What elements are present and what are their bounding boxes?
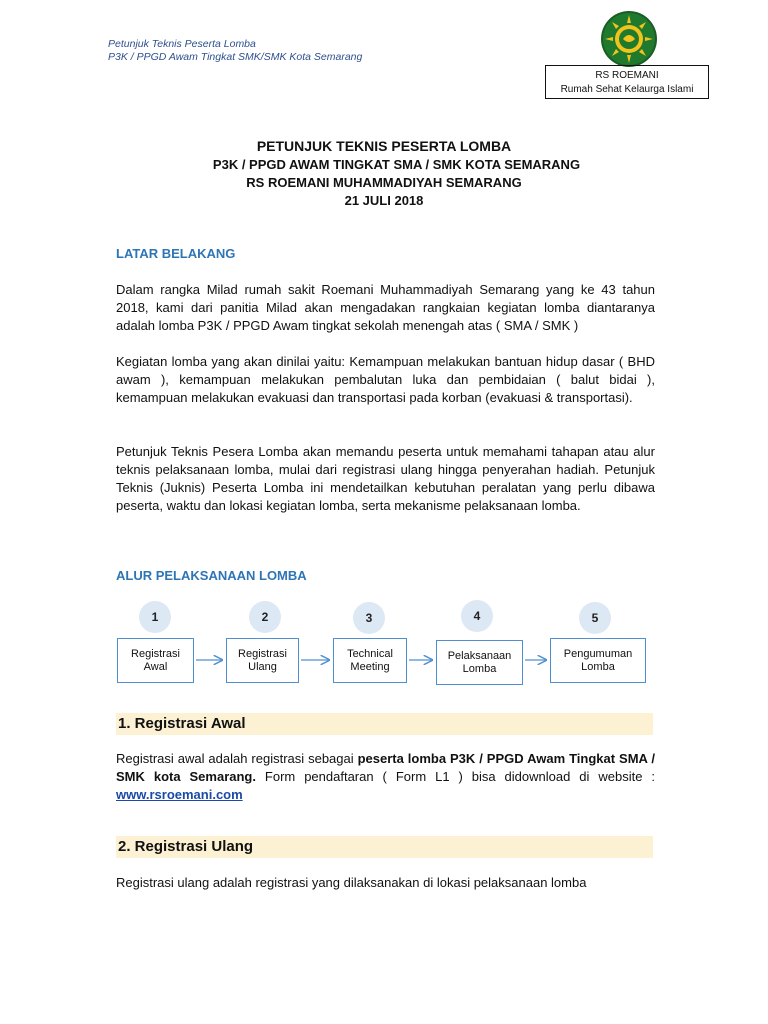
step-3-label-line1: Technical [347,647,393,660]
section-2-paragraph: Registrasi ulang adalah registrasi yang dilaksanakan di lokasi pelaksanaan lomba [116,875,587,890]
section-1-text-a: Registrasi awal adalah registrasi sebagai [116,751,358,766]
latar-belakang-heading: LATAR BELAKANG [116,246,236,261]
latar-paragraph-2: Kegiatan lomba yang akan dinilai yaitu: Kemampuan melakukan bantuan hidup dasar ( BHD awam ), kemampuan melakukan pembalutan luka dan pembidaian ( balut bidai ), kemampuan melakukan evakuasi dan transportasi pada korban (evakuasi & transportasi). [116,354,655,405]
step-1-number: 1 [139,601,171,633]
step-2-number: 2 [249,601,281,633]
step-5-label-line2: Lomba [581,660,615,673]
step-5-number: 5 [579,602,611,634]
document-title: PETUNJUK TEKNIS PESERTA LOMBA [256,138,512,154]
step-4-label-line2: Lomba [462,662,497,675]
step-3-number: 3 [353,602,385,634]
running-header-line1: Petunjuk Teknis Peserta Lomba [108,38,256,50]
step-1-label-line2: Awal [143,660,168,673]
running-header-line2: P3K / PPGD Awam Tingkat SMK/SMK Kota Semarang [108,51,363,63]
section-1-paragraph [116,750,655,804]
section-1-text-bold: peserta lomba P3K / PPGD Awam Tingkat SMA / SMK kota Semarang. [116,751,655,784]
document-subtitle: P3K / PPGD AWAM TINGKAT SMA / SMK KOTA SEMARANG [212,157,581,172]
step-5-label-line1: Pengumuman [563,647,633,660]
section-1-text-b: Form pendaftaran ( Form L1 ) bisa didownload di website : [255,769,655,784]
step-2-label-line1: Registrasi [238,647,287,660]
website-link[interactable]: www.rsroemani.com [116,787,243,802]
latar-paragraph-1: Dalam rangka Milad rumah sakit Roemani Muhammadiyah Semarang yang ke 43 tahun 2018, kami dari panitia Milad akan mengadakan rangkaian kegiatan lomba diantaranya adalah lomba P3K / PPGD Awam tingkat sekolah menengah atas ( SMA / SMK ) [116,282,655,333]
hospital-tagline: Rumah Sehat Kelaurga Islami [560,84,694,95]
section-1-heading: 1. Registrasi Awal [116,713,653,735]
step-3-label-line2: Meeting [350,660,390,673]
document-institution: RS ROEMANI MUHAMMADIYAH SEMARANG [246,175,522,190]
latar-paragraph-3: Petunjuk Teknis Pesera Lomba akan memandu peserta untuk memahami tahapan atau alur teknis pelaksanaan lomba, mulai dari registrasi ulang hingga penyerahan hadiah. Petunjuk Teknis (Juknis) Peserta Lomba ini mendetailkan kebutuhan peralatan yang perlu dibawa peserta, waktu dan lokasi kegiatan lomba, serta mekanisme pelaksanaan lomba. [116,444,655,513]
document-date: 21 JULI 2018 [344,193,424,208]
alur-heading: ALUR PELAKSANAAN LOMBA [116,568,307,583]
section-2-heading: 2. Registrasi Ulang [116,836,653,858]
hospital-name: RS ROEMANI [595,70,659,81]
step-1-label-line1: Registrasi [131,647,180,660]
step-4-number: 4 [461,600,493,632]
step-2-label-line2: Ulang [248,660,277,673]
step-4-label-line1: Pelaksanaan [447,649,512,662]
